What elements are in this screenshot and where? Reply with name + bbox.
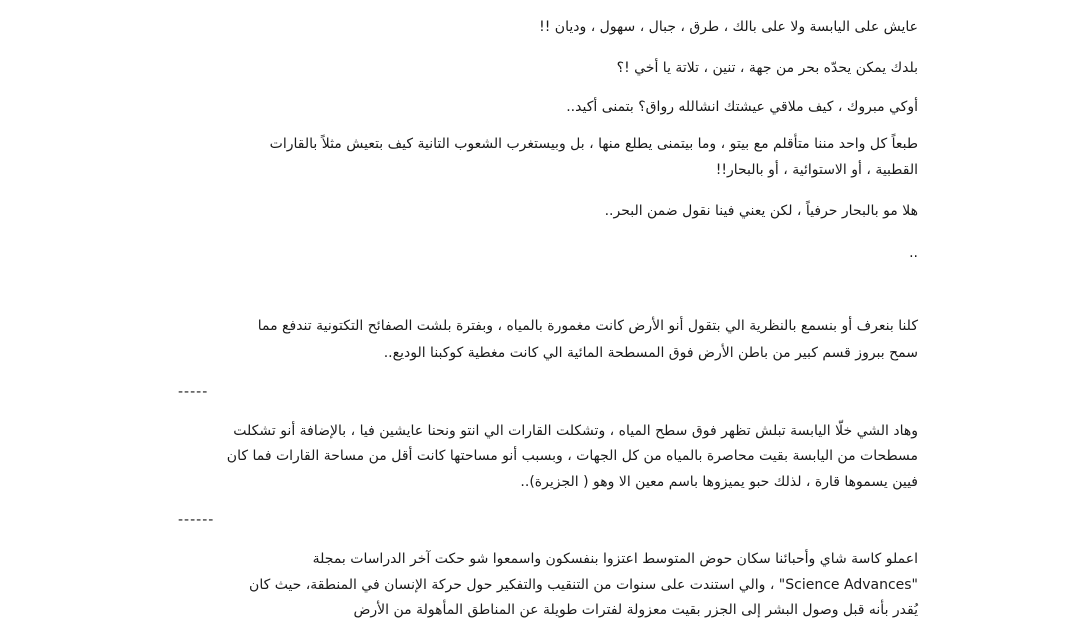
- text-line: ..: [909, 245, 918, 261]
- text-line: هلا مو بالبحار حرفياً ، لكن يعني فينا نقول ضمن البحر..: [604, 203, 918, 219]
- section-separator: ------: [178, 512, 215, 528]
- text-line: مسطحات من اليابسة بقيت محاصرة بالمياه من كل الجهات ، وبسبب أنو مساحتها كانت أقل من مساحة القارات فما كان: [226, 448, 918, 464]
- text-line: القطبية ، أو الاستوائية ، أو بالبحار!!: [715, 162, 918, 178]
- text-line: اعملو كاسة شاي وأحبائنا سكان حوض المتوسط اعتزوا بنفسكون واسمعوا شو حكت آخر الدراسات بمجلة: [312, 551, 918, 567]
- text-line: "Science Advances" ، والي استندت على سنوات من التنقيب والتفكير حول حركة الإنسان في المنطقة، حيث كان: [249, 577, 918, 593]
- text-line: طبعاً كل واحد مننا متأقلم مع بيتو ، وما بيتمنى يطلع منها ، بل وبيستغرب الشعوب التانية كيف بتعيش مثلاً بالقارات: [269, 136, 918, 152]
- text-line: بلدك يمكن يحدّه بحر من جهة ، تنين ، تلاتة يا أخي !؟: [616, 60, 918, 76]
- text-line: فيين يسموها قارة ، لذلك حبو يميزوها باسم معين الا وهو ( الجزيرة)..: [520, 474, 918, 490]
- text-line: سمح ببروز قسم كبير من باطن الأرض فوق المسطحة المائية الي كانت مغطية كوكبنا الوديع..: [383, 345, 918, 361]
- text-line: أوكي مبروك ، كيف ملاقي عيشتك انشالله رواق؟ بتمنى أكيد..: [566, 99, 918, 115]
- text-line: عايش على اليابسة ولا على بالك ، طرق ، جبال ، سهول ، وديان !!: [539, 19, 918, 35]
- text-line: كلنا بنعرف أو بنسمع بالنظرية الي بتقول أنو الأرض كانت مغمورة بالمياه ، وبفترة بلشت الصفائح التكتونية تندفع مما: [257, 318, 918, 334]
- section-separator: -----: [178, 384, 209, 400]
- text-line: وهاد الشي خلّا اليابسة تبلش تظهر فوق سطح المياه ، وتشكلت القارات الي انتو ونحنا عايشين فيا ، بالإضافة أنو تشكلت: [233, 423, 918, 439]
- text-line: يُقدر بأنه قبل وصول البشر إلى الجزر بقيت معزولة لفترات طويلة عن المناطق المأهولة من الأرض: [353, 602, 918, 618]
